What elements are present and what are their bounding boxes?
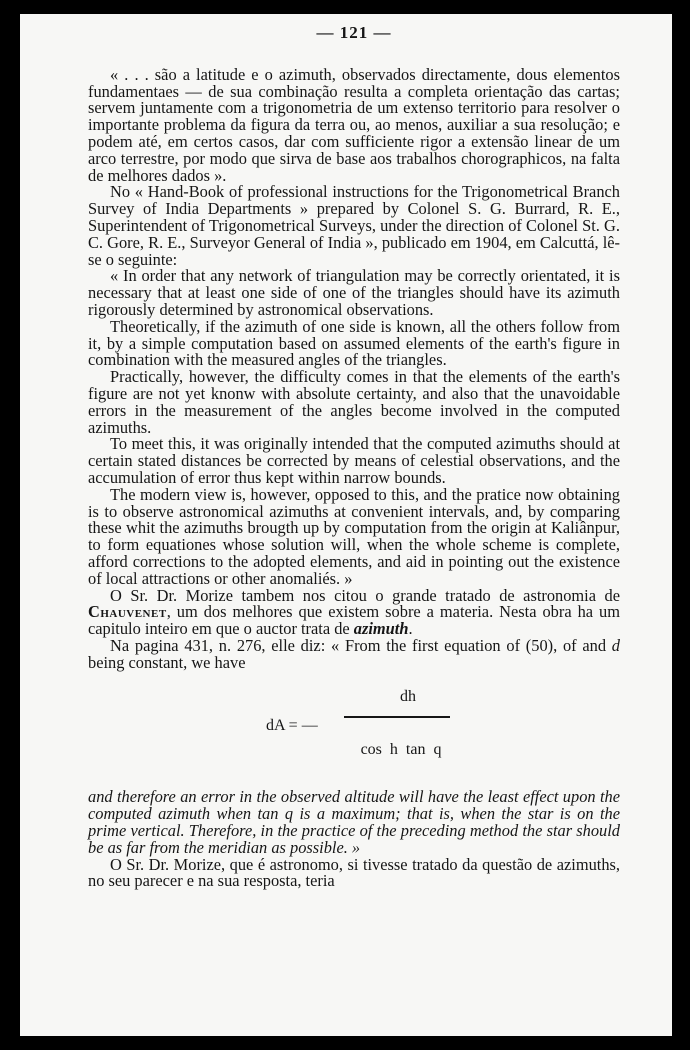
quote-intro-before: Na pagina 431, n. 276, elle diz: « From the first equation of (50), of and: [110, 635, 612, 655]
chauvenet-text-after: .: [408, 619, 413, 639]
term-azimuth: azimuth: [353, 619, 409, 639]
formula-lhs: dA = —: [266, 717, 318, 735]
formula-da: [88, 687, 620, 775]
variable-d: d: [611, 635, 620, 655]
page-number: — 121 —: [316, 23, 392, 42]
author-chauvenet: Chauvenet: [88, 602, 167, 622]
book-page: [20, 14, 672, 1036]
paragraph-handbook: No « Hand-Book of professional instructions for the Trigonometrical Branch Survey of India Departments » prepared by Colonel S. G. Burrard, R. E., Superintendent of Trigonometrical Surveys, under the direction of Colonel St. G. C. Gore, R. E., Surveyor General of India », publicado em 1904, em Calcuttá, lê-se o seguinte:: [88, 182, 620, 269]
paragraph-quote-opening: « . . . são a latitude e o azimuth, observados directamente, dous elementos fundamentaes — de sua combinação resulta a completa orientação das cartas; servem juntamente com a trigonometria de um extenso territorio para resolver o importante problema da figura da terra ou, ao menos, auxiliar a sua resolução; e podem até, em certos casos, dar com sufficiente rigor a extensão linear de um arco terrestre, por modo que sirva de base aos trabalhos chorographicos, na falta de melhores dados ».: [88, 64, 620, 185]
paragraph-italic-conclusion: [88, 789, 620, 856]
page-text-block: [88, 14, 620, 890]
quote-intro-after: being constant, we have: [88, 652, 246, 672]
paragraph-modern-view: The modern view is, however, opposed to this, and the pratice now obtaining is to observe astronomical azimuths at convenient intervals, and, by comparing these whit the azimuths brougth up by computation from the origin at Kaliânpur, to form equationes whose solution will, when the whole scheme is complete, afford corrections to the adopted elements, and aid in pointing out the existence of local attractions or other anomaliés. »: [88, 484, 620, 588]
paragraph-closing: O Sr. Dr. Morize, que é astronomo, si tivesse tratado da questão de azimuths, no seu parecer e na sua resposta, teria: [88, 854, 620, 891]
chauvenet-text-before: O Sr. Dr. Morize tambem nos citou o grande tratado de astronomia de: [110, 585, 620, 605]
paragraph-theoretically: Theoretically, if the azimuth of one side is known, all the others follow from it, by a simple computation based on assumed elements of the earth's figure in combination with the measured angles of the triangles.: [88, 316, 620, 370]
formula-numerator: dh: [400, 688, 416, 706]
italic-conclusion-text: and therefore an error in the observed altitude will have the least effect upon the computed azimuth when tan q is a maximum; that is, when the star is on the prime vertical. Therefore, in the practice of the preceding method the star should be as far from the meridian as possible. »: [88, 787, 620, 857]
paragraph-quote-intro: [88, 635, 620, 672]
paragraph-chauvenet: [88, 585, 620, 639]
paragraph-triangulation: « In order that any network of triangulation may be correctly orientated, it is necessary that at least one side of one of the triangles should have its azimuth rigorously determined by astronomical observations.: [88, 266, 620, 319]
fraction-bar: [344, 716, 450, 717]
paragraph-to-meet: To meet this, it was originally intended that the computed azimuths should at certain stated distances be corrected by means of celestial observations, and the accumulation of error thus kept within narrow bounds.: [88, 434, 620, 487]
paragraph-practically: Practically, however, the difficulty comes in that the elements of the earth's figure are not yet knonw with absolute certainty, and also that the unavoidable errors in the measurement of the angles become involved in the computed azimuths.: [88, 367, 620, 437]
formula-denominator-text: cos h tan q: [360, 741, 442, 759]
formula-denominator: [346, 742, 456, 759]
chauvenet-text-middle: , um dos melhores que existem sobre a materia. Nesta obra ha um capitulo inteiro em que o auctor trata de: [88, 602, 620, 639]
